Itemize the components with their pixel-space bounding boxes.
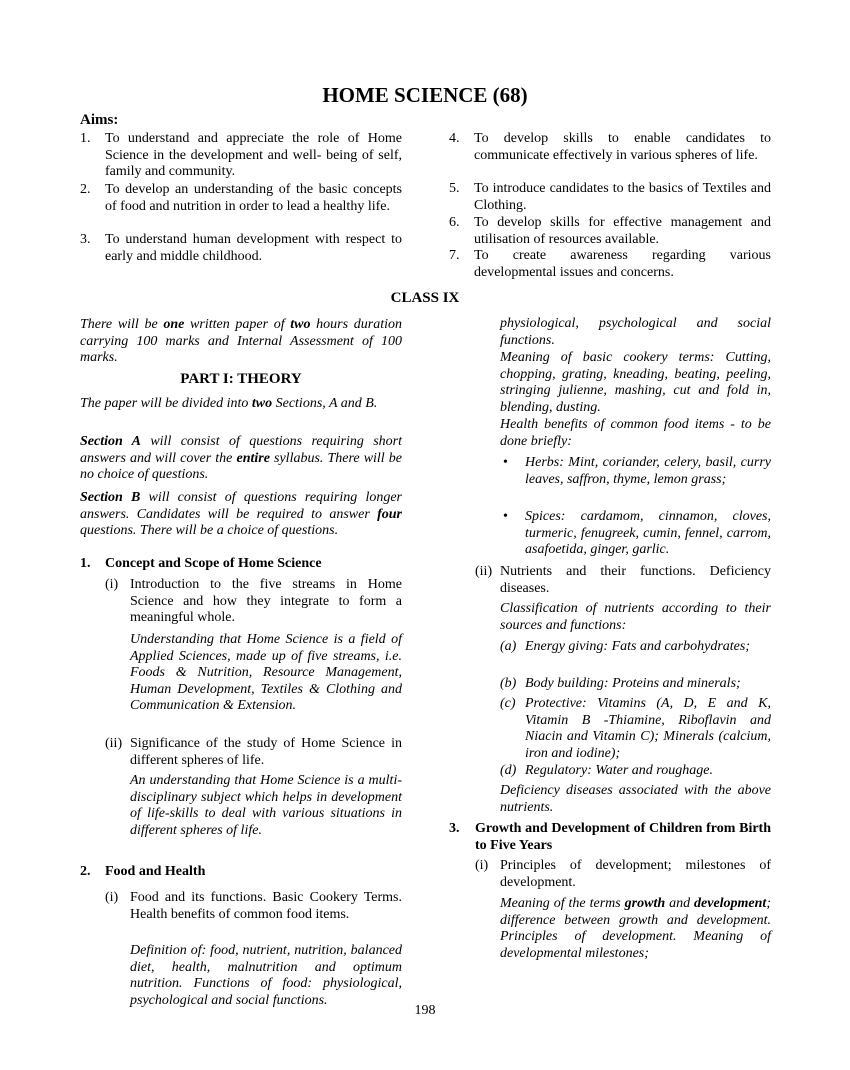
text-run: hours duration carrying 100 marks and Internal Assessment of 100 marks. [80,317,402,365]
aims-right-column [449,131,771,282]
subitem-number: (i) [475,858,489,873]
text-run: development [694,896,767,911]
section-heading: Growth and Development of Children from Birth to Five Years [475,821,771,853]
aim-text: To understand human development with respect to early and middle childhood. [105,232,402,264]
text-run: Section B [80,490,141,505]
sections-paragraph [80,396,402,413]
section-heading: Food and Health [105,864,206,879]
subitem-number: (ii) [475,564,493,579]
health-benefits: Health benefits of common food items - to be done briefly: [500,417,771,449]
nutrient-item: Energy giving: Fats and carbohydrates; [525,639,750,654]
subitem-number: (i) [105,577,119,592]
list-marker: (c) [500,696,516,711]
intro-paragraph [80,317,402,367]
text-run: two [290,317,311,332]
text-run: one [163,317,185,332]
list-marker: (b) [500,676,517,691]
aim-text: To understand and appreciate the role of Home Science in the development and well- being of self, family and community. [105,131,402,179]
text-run: four [377,506,402,522]
text-run: will consist of questions requiring short answers and will cover the [80,434,402,466]
cookery-terms: Meaning of basic cookery terms: Cutting, chopping, grating, kneading, beating, peeling, stringing julienne, mashing, cut and fold in, blending, dusting. [500,350,771,415]
aims-left-column [80,131,402,266]
aim-number: 5. [449,181,460,196]
subitem-text: Significance of the study of Home Science in different spheres of life. [130,736,402,768]
deficiency-note: Deficiency diseases associated with the above nutrients. [500,783,771,815]
subitem-description: An understanding that Home Science is a multi-disciplinary subject which helps in development of life-skills to deal with various situations in different spheres of life. [130,773,402,838]
bullet-icon: • [503,509,508,524]
text-run: entire [236,450,270,466]
nutrient-item: Protective: Vitamins (A, D, E and K, Vitamin B -Thiamine, Riboflavin and Niacin and Vitamin C); Minerals (calcium, iron and iodine); [525,696,771,761]
section-number: 1. [80,556,91,571]
aim-item [449,131,771,181]
aim-item [80,131,402,182]
section-heading: Concept and Scope of Home Science [105,556,322,571]
aim-number: 4. [449,131,460,146]
text-run: Section A [80,434,141,449]
bullet-icon: • [503,455,508,470]
subitem-number: (ii) [105,736,123,751]
nutrient-item: Regulatory: Water and roughage. [525,763,713,778]
subitem-number: (i) [105,890,119,905]
aim-text: To develop an understanding of the basic concepts of food and nutrition in order to lead a healthy life. [105,182,402,214]
text-run: Sections, A and B. [272,396,378,411]
list-marker: (a) [500,639,517,654]
text-run: growth [624,896,666,911]
aim-item [449,181,771,215]
aim-text: To introduce candidates to the basics of Textiles and Clothing. [474,181,771,213]
herbs-item: Herbs: Mint, coriander, celery, basil, curry leaves, saffron, thyme, lemon grass; [525,455,771,487]
aim-text: To develop skills to enable candidates to communicate effectively in various spheres of life. [474,131,771,163]
subitem-description-start: Definition of: food, nutrient, nutrition, balanced diet, health, malnutrition and optimum nutrition. Functions of food: physiological, psychological and social functions. [130,943,402,1008]
aim-number: 1. [80,131,91,146]
subitem-description: Classification of nutrients according to their sources and functions: [500,601,771,633]
text-run: There will be [80,317,164,332]
list-marker: (d) [500,763,517,778]
aim-number: 3. [80,232,91,247]
subitem-description-continued: physiological, psychological and social functions. [500,316,771,348]
page-number: 198 [414,1003,436,1018]
text-run: syllabus. There will be no choice of questions. [80,450,402,482]
subitem-text: Food and its functions. Basic Cookery Terms. Health benefits of common food items. [130,890,402,922]
subitem-text: Introduction to the five streams in Home Science and how they integrate to form a meaningful whole. [130,577,402,625]
text-run: two [251,396,273,411]
subitem-description [500,896,771,962]
text-run: The paper will be divided into [80,396,252,411]
text-run: written paper of [184,317,291,332]
subitem-description: Understanding that Home Science is a field of Applied Sciences, made up of five streams, i.e. Foods & Nutrition, Resource Management, Human Development, Textiles & Clothing and Communication & Extension. [130,632,402,713]
section-b-paragraph [80,490,402,540]
aim-number: 6. [449,215,460,230]
text-run: will consist of questions requiring longer answers. Candidates will be required to answer [80,490,402,522]
aim-item [80,182,402,232]
aim-number: 7. [449,248,460,263]
part-heading: PART I: THEORY [180,371,302,387]
class-heading: CLASS IX [390,290,460,306]
text-run: questions. There will be a choice of questions. [80,523,339,538]
section-number: 2. [80,864,91,879]
nutrient-item: Body building: Proteins and minerals; [525,676,741,691]
aim-number: 2. [80,182,91,197]
aims-heading: Aims: [80,112,119,128]
text-run: and [665,896,695,911]
page-title: HOME SCIENCE (68) [322,83,528,107]
aim-text: To create awareness regarding various developmental issues and concerns. [474,248,771,280]
text-run: ; difference between growth and development. Principles of development. Meaning of developmental milestones; [500,896,771,961]
aim-item [449,215,771,248]
text-run: Meaning of the terms [500,896,625,911]
aim-item [80,232,402,266]
section-number: 3. [449,821,460,836]
subitem-text: Nutrients and their functions. Deficiency diseases. [500,564,771,596]
spices-item: Spices: cardamom, cinnamon, cloves, turmeric, fenugreek, cumin, fennel, carrom, asafoetida, ginger, garlic. [525,509,771,557]
aim-text: To develop skills for effective management and utilisation of resources available. [474,215,771,247]
subitem-text: Principles of development; milestones of development. [500,858,771,890]
section-a-paragraph [80,434,402,484]
aim-item [449,248,771,282]
